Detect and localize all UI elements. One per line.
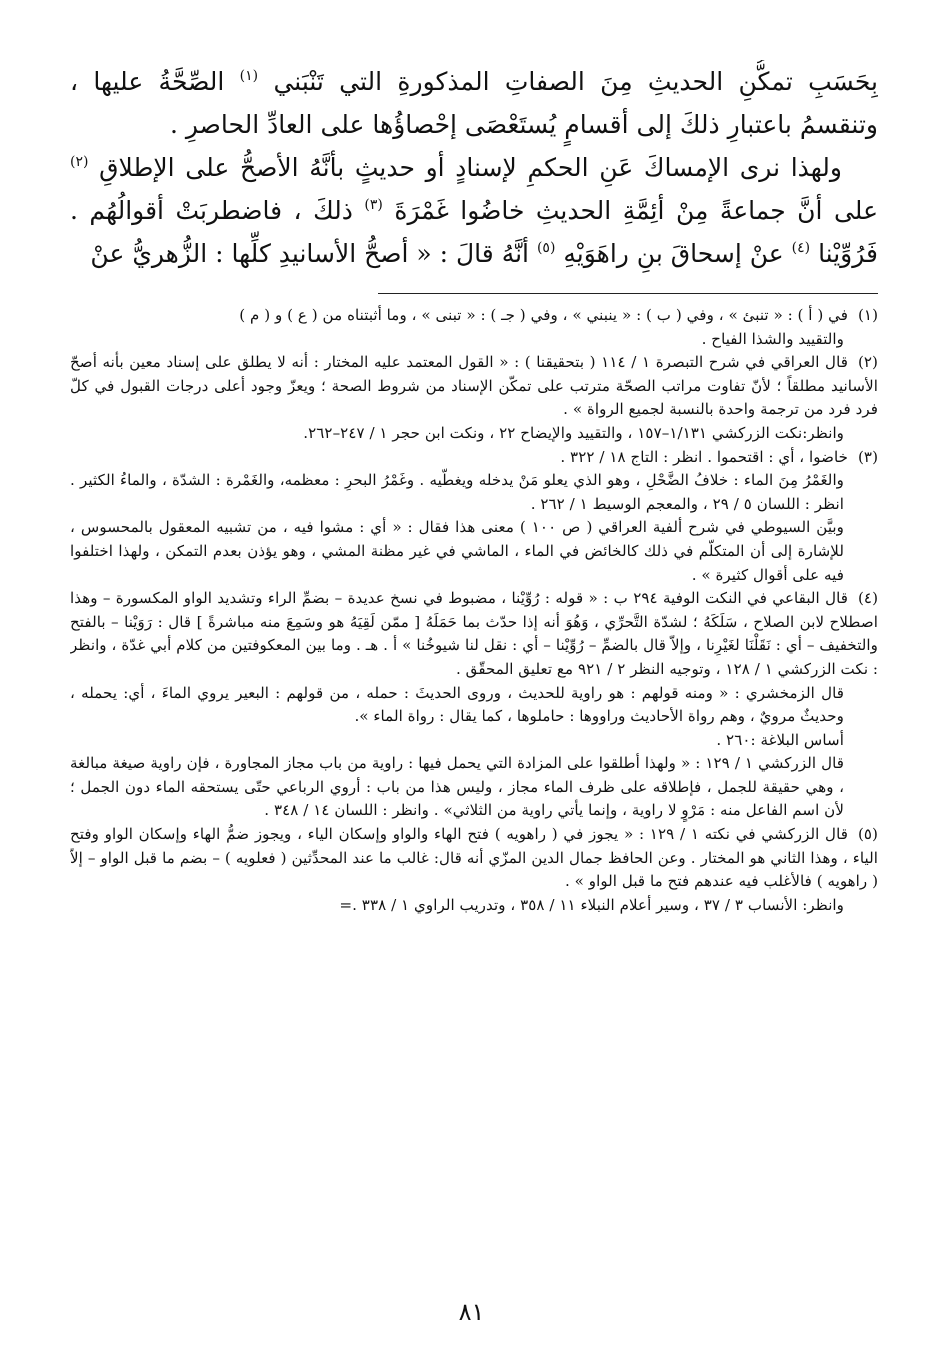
main-text-segment: الصِّحَّةُ عليها ، وتنقسمُ باعتبارِ ذلكَ إلى أقسامٍ يُستَعْصَى إحْصاؤُها على العادِّ الحاصرِ . [70, 67, 878, 139]
footnote-text: قال الزمخشري : « ومنه قولهم : هو راوية للحديث ، وروى الحديثَ : حمله ، من قولهم : البعير يروي الماءَ ، أي: يحمله ، وحديثٌ مرويٌ ، وهم رواة الأحاديث وراووها : حاملوها ، كما يقال : رواة الماء ». [70, 683, 844, 726]
footnote-ref[interactable]: (٢) [70, 154, 89, 170]
footnote-divider [378, 293, 878, 294]
footnote-text: والغَمْرُ مِنَ الماء : خلافُ الضَّحْلِ ، وهو الذي يعلو مَنْ يدخله ويغطّيه . وغَمْرُ البحرِ : معظمه، والغَمْرة : الشدّة ، والماءُ الكثير . انظر : اللسان ٥ / ٢٩ ، والمعجم الوسيط ١ / ٢٦٢ . [70, 471, 844, 513]
footnote-text: وانظر: الأنساب ٣ / ٣٧ ، وسير أعلام النبلاء ١١ / ٣٥٨ ، وتدريب الراوي ١ / ٣٣٨ .= [339, 895, 844, 914]
footnote-2 [70, 351, 878, 445]
main-text-segment: بِحَسَبِ تمكُّنِ الحديثِ مِنَ الصفاتِ المذكورةِ التي تَنْبَني [273, 67, 878, 96]
footnote-text: قال الزركشي في نكته ١ / ١٢٩ : « يجوز في ( راهويه ) فتح الهاء والواو وإسكان الياء ، ويجوز ضمُّ الهاء وإسكان الواو وفتح الياء ، وهذا الثاني هو المختار . وعن الحافظ جمال الدين المزّي أنه قال: غالب ما عند المحدِّثين ( فعلويه ) – بضم ما قبل الواو – إلاّ ( راهويه ) فالأغلب فيه عندهم فتح ما قبل الواو » . [70, 825, 878, 891]
footnote-text: قال الزركشي ١ / ١٢٩ : « ولهذا أطلقوا على المزادة التي يحمل فيها : راوية من باب مجاز المجاورة ، فإن راوية صيغة مبالغة ، وهي حقيقة للجمل ، فإطلاقه على ظرف الماء مجاز ، وليس هذا من باب : أروي الرباعي حتّى يستحقه الماء دون الجمل ؛ لأن اسم الفاعل منه : مَرْوٍ لا راوية ، وإنما يأتي راوية من الثلاثي» . وانظر : اللسان ١٤ / ٣٤٨ . [70, 754, 844, 820]
main-paragraph [70, 60, 878, 146]
main-text-segment: أنَّهُ قالَ : « أصحُّ الأسانيدِ كلِّها : الزُّهريُّ عنْ [90, 239, 529, 268]
footnote-ref[interactable]: (١) [239, 68, 259, 84]
footnote-text: والتقييد والشذا الفياح . [701, 329, 844, 348]
footnote-ref[interactable]: (٤) [791, 240, 811, 256]
footnote-4 [70, 587, 878, 823]
footnote-text: قال البقاعي في النكت الوفية ٢٩٤ ب : « قوله : رُوِّيْنا ، مضبوط في نسخ عديدة – بضمِّ الراء وتشديد الواو المكسورة – وهذا اصطلاح لابن الصلاح ، سَلَكَهُ ؛ لشدّة التَّحرِّي ، وَهُوَ أنه إذا حدّث بما حَمَلَهُ [ ممّن لَقِيَهُ هو وسَمِعَ منه مباشرةً ] قال : رَوَيْنا – بالفتح والتخفيف – أي : نَقَلْنَا لغَيْرِنا ، وإلاّ قال بالضمِّ – رُوِّيْنا – أي : نقل لنا شيوخُنا » أ . هـ . وما بين المعكوفتين من كلام أبي غدّة ، وانظر : نكت الزركشي ١ / ١٢٨ ، وتوجيه النظر ٢ / ٩٢١ مع تعليق المحقّق . [70, 589, 878, 678]
footnote-number: (٥) [857, 825, 878, 844]
footnote-5 [70, 823, 878, 917]
footnote-text: وبيَّن السيوطي في شرح ألفية العراقي ( ص ١٠٠ ) معنى هذا فقال : « أي : مشوا فيه ، من تشبيه المعقول بالمحسوس ، للإشارة إلى أن المتكلّم في ذلك كالخائض في الماء ، الماشي في غير مظنة المشي ، وهو يؤذن بعدم التمكن ، ولهذا اختلفوا فيه على أقوال كثيرة » . [70, 518, 844, 584]
footnote-1 [70, 304, 878, 351]
footnote-3 [70, 446, 878, 588]
main-text-segment: على أنَّ جماعةً مِنْ أئِمَّةِ الحديثِ خاضُوا غَمْرَةَ [394, 196, 878, 225]
footnote-number: (٢) [857, 353, 878, 372]
footnote-text: أساس البلاغة :٢٦٠ . [716, 730, 844, 749]
main-text-segment: عنْ إسحاقَ بنِ راهَوَيْهِ [563, 239, 784, 268]
footnote-ref[interactable]: (٣) [364, 197, 383, 213]
footnote-text: وانظر:نكت الزركشي ١/١٣١–١٥٧ ، والتقييد والإيضاح ٢٢ ، ونكت ابن حجر ١ / ٢٤٧–٢٦٢. [303, 423, 844, 442]
footnote-number: (٣) [857, 447, 878, 466]
page-number: ٨١ [458, 1298, 485, 1326]
main-text [70, 60, 878, 275]
footnote-text: قال العراقي في شرح التبصرة ١ / ١١٤ ( بتحقيقنا ) : « القول المعتمد عليه المختار : أنه لا يطلق على إسناد معين بأنه أصحّ الأسانيد مطلقاً ؛ لأنّ تفاوت مراتب الصحّة مترتب على تمكّن الإسناد من شروط الصحة ؛ ويعزّ وجود أعلى درجات القبول في كلّ فرد فرد من ترجمة واحدة بالنسبة لجميع الرواة » . [70, 353, 878, 419]
main-paragraph [70, 146, 878, 275]
footnote-ref[interactable]: (٥) [536, 240, 556, 256]
footnotes [70, 304, 878, 917]
footnote-number: (١) [857, 306, 878, 324]
main-text-segment: ذلكَ ، فاضطربَتْ أقوالُهُم . فَرُوِّيْنا [70, 196, 878, 268]
book-page [70, 60, 878, 1340]
footnote-text: في ( أ ) : « تنبئ » ، وفي ( ب ) : « ينبني » ، وفي ( جـ ) : « تبنى » ، وما أثبتناه من ( ع ) و ( م ) [239, 306, 848, 324]
footnote-text: خاضوا ، أي : اقتحموا . انظر : التاج ١٨ / ٣٢٢ . [560, 447, 848, 466]
footnote-number: (٤) [857, 589, 878, 608]
main-text-segment: ولهذا نرى الإمساكَ عَنِ الحكمِ لإسنادٍ أو حديثٍ بأنَّهُ الأصحُّ على الإطلاقِ [99, 153, 843, 182]
